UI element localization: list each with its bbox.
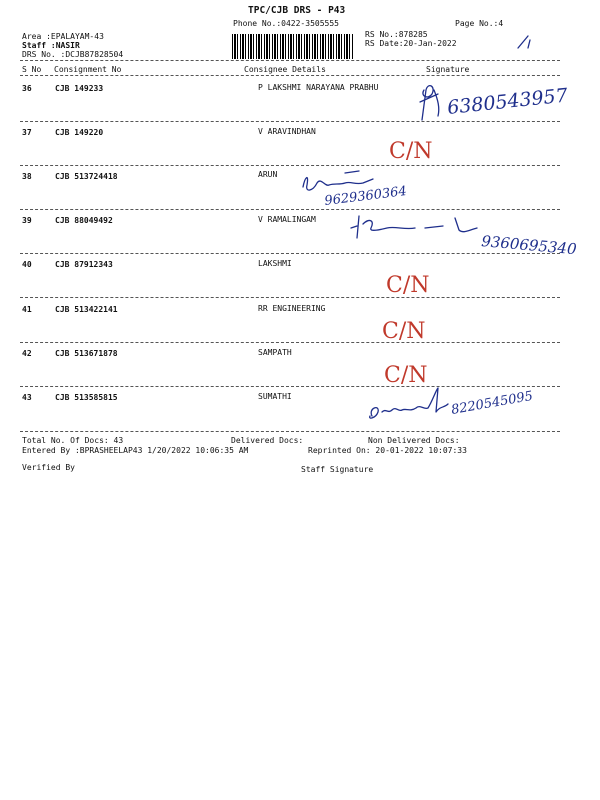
- col-consignee: Consignee Details: [244, 65, 326, 74]
- row-consignment: CJB 513671878: [55, 349, 118, 358]
- handwriting-phone: 9629360364: [323, 184, 408, 209]
- signature-mark-40: [382, 262, 462, 298]
- total-docs: Total No. Of Docs: 43: [22, 436, 124, 445]
- handwriting-phone: 8220545095: [450, 388, 535, 418]
- page-number: Page No.:4: [455, 19, 504, 28]
- row-consignee: SAMPATH: [258, 348, 292, 357]
- signature-mark-36: [412, 30, 600, 130]
- row-sno: 41: [22, 305, 32, 314]
- delivered-docs: Delivered Docs:: [231, 436, 304, 445]
- row-sno: 36: [22, 84, 32, 93]
- row-consignee: RR ENGINEERING: [258, 304, 326, 313]
- row-divider: [20, 297, 560, 298]
- row-sno: 40: [22, 260, 32, 269]
- handwriting-phone: 9360695340: [480, 232, 578, 259]
- row-sno: 39: [22, 216, 32, 225]
- barcode: [232, 34, 354, 59]
- row-consignment: CJB 88049492: [55, 216, 113, 225]
- row-consignment: CJB 149233: [55, 84, 104, 93]
- col-signature: Signature: [426, 65, 470, 74]
- row-consignee: LAKSHMI: [258, 259, 292, 268]
- row-consignee: V ARAVINDHAN: [258, 127, 316, 136]
- row-divider: [20, 165, 560, 166]
- row-divider: [20, 253, 560, 254]
- row-consignee: ARUN: [258, 170, 278, 179]
- area-label: Area :EPALAYAM-43: [22, 32, 104, 41]
- signature-mark-43: [366, 382, 566, 430]
- signature-mark-38: [295, 165, 455, 210]
- col-consignment: Consignment No: [54, 65, 122, 74]
- row-consignment: CJB 513585815: [55, 393, 118, 402]
- row-sno: 43: [22, 393, 32, 402]
- staff-signature: Staff Signature: [301, 465, 374, 474]
- drs-number: DRS No. :DCJB87828504: [22, 50, 124, 59]
- row-sno: 37: [22, 128, 32, 137]
- row-sno: 38: [22, 172, 32, 181]
- row-consignment: CJB 149220: [55, 128, 104, 137]
- row-consignee: V RAMALINGAM: [258, 215, 316, 224]
- handwriting-phone: 6380543957: [446, 84, 569, 119]
- verified-by: Verified By: [22, 463, 75, 472]
- row-consignment: CJB 87912343: [55, 260, 113, 269]
- handwriting-cn: C/N: [382, 319, 426, 344]
- staff-label: Staff :NASIR: [22, 41, 80, 50]
- non-delivered-docs: Non Delivered Docs:: [368, 436, 460, 445]
- phone-number: Phone No.:0422-3505555: [233, 19, 339, 28]
- row-consignment: CJB 513724418: [55, 172, 118, 181]
- row-consignment: CJB 513422141: [55, 305, 118, 314]
- document-title: TPC/CJB DRS - P43: [248, 5, 346, 16]
- signature-mark-41: [378, 308, 458, 344]
- reprinted-on: Reprinted On: 20-01-2022 10:07:33: [308, 446, 467, 455]
- rs-date: RS Date:20-Jan-2022: [365, 39, 457, 48]
- row-consignee: P LAKSHMI NARAYANA PRABHU: [258, 83, 379, 92]
- handwriting-cn: C/N: [389, 139, 433, 164]
- row-consignee: SUMATHI: [258, 392, 292, 401]
- row-divider: [20, 342, 560, 343]
- col-sno: S No: [22, 65, 42, 74]
- signature-mark-37: [385, 128, 465, 164]
- signature-mark-39: [345, 208, 600, 259]
- row-divider: [20, 431, 560, 432]
- handwriting-cn: C/N: [386, 273, 430, 298]
- row-sno: 42: [22, 349, 32, 358]
- entered-by: Entered By :BPRASHEELAP43 1/20/2022 10:06:35 AM: [22, 446, 249, 455]
- rs-number: RS No.:878285: [365, 30, 428, 39]
- handwriting-cn: C/N: [384, 363, 428, 388]
